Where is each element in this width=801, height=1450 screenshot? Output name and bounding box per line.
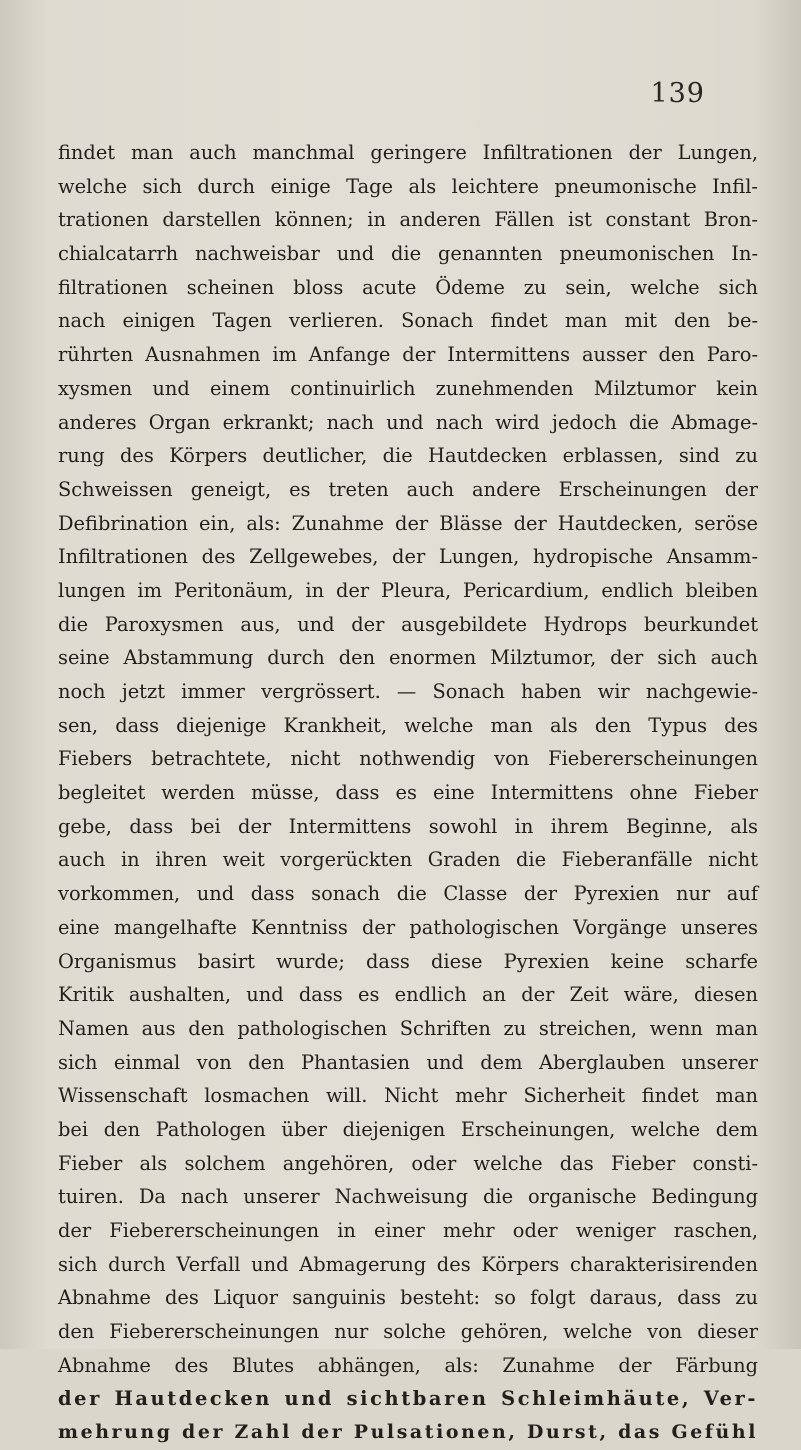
text-line: Fiebers betrachtete, nicht nothwendig von Fiebererscheinungen [58, 747, 758, 771]
text-line: tuiren. Da nach unserer Nachweisung die organische Bedingung [58, 1185, 758, 1209]
text-line: Abnahme des Blutes abhängen, als: Zunahme der Färbung [58, 1353, 758, 1377]
text-line: den Fiebererscheinungen nur solche gehören, welche von dieser [58, 1320, 758, 1344]
text-line: rührten Ausnahmen im Anfange der Intermittens ausser den Paro- [58, 343, 758, 367]
text-line: Wissenschaft losmachen will. Nicht mehr Sicherheit findet man [58, 1084, 758, 1108]
text-line: sich durch Verfall und Abmagerung des Körpers charakterisirenden [58, 1252, 758, 1276]
text-line: der Fiebererscheinungen in einer mehr oder weniger raschen, [58, 1219, 758, 1242]
text-line: Abnahme des Liquor sanguinis besteht: so folgt daraus, dass zu [58, 1286, 758, 1310]
text-line: nach einigen Tagen verlieren. Sonach findet man mit den be- [58, 309, 758, 333]
text-line: seine Abstammung durch den enormen Milztumor, der sich auch [58, 646, 758, 670]
text-line-spaced: mehrung der Zahl der Pulsationen, Durst, das Gefühl [58, 1421, 758, 1444]
text-line: die Paroxysmen aus, und der ausgebildete Hydrops beurkundet [58, 612, 758, 636]
text-line: xysmen und einem continuirlich zunehmenden Milztumor kein [58, 376, 758, 400]
text-line: begleitet werden müsse, dass es eine Intermittens ohne Fieber [58, 781, 758, 805]
text-line: sich einmal von den Phantasien und dem Aberglauben unserer [58, 1050, 758, 1074]
text-line: auch in ihren weit vorgerückten Graden die Fieberanfälle nicht [58, 848, 758, 872]
page-number: 139 [650, 78, 705, 109]
body-text [58, 136, 758, 1450]
text-line-spaced: der Hautdecken und sichtbaren Schleimhäute, Ver- [58, 1387, 758, 1411]
text-line: vorkommen, und dass sonach die Classe der Pyrexien nur auf [58, 882, 758, 906]
text-line: Fieber als solchem angehören, oder welche das Fieber consti- [58, 1151, 758, 1175]
text-line: sen, dass diejenige Krankheit, welche man als den Typus des [58, 713, 758, 737]
text-line: lungen im Peritonäum, in der Pleura, Pericardium, endlich bleiben [58, 578, 758, 602]
text-line: Infiltrationen des Zellgewebes, der Lungen, hydropische Ansamm- [58, 545, 758, 569]
text-line: Kritik aushalten, und dass es endlich an der Zeit wäre, diesen [58, 983, 758, 1007]
text-line: welche sich durch einige Tage als leichtere pneumonische Infil- [58, 174, 758, 198]
text-line: filtrationen scheinen bloss acute Ödeme zu sein, welche sich [58, 275, 758, 299]
text-line: gebe, dass bei der Intermittens sowohl in ihrem Beginne, als [58, 814, 758, 838]
text-line: Namen aus den pathologischen Schriften zu streichen, wenn man [58, 1016, 758, 1040]
text-line: anderes Organ erkrankt; nach und nach wird jedoch die Abmage- [58, 410, 758, 434]
text-line: Defibrination ein, als: Zunahme der Blässe der Hautdecken, seröse [58, 511, 758, 535]
text-line: findet man auch manchmal geringere Infiltrationen der Lungen, [58, 141, 758, 164]
text-line: trationen darstellen können; in anderen Fällen ist constant Bron- [58, 208, 758, 232]
text-line: eine mangelhafte Kenntniss der pathologischen Vorgänge unseres [58, 915, 758, 939]
text-line: bei den Pathologen über diejenigen Erscheinungen, welche dem [58, 1117, 758, 1141]
text-line: Schweissen geneigt, es treten auch andere Erscheinungen der [58, 477, 758, 501]
text-line: rung des Körpers deutlicher, die Hautdecken erblassen, sind zu [58, 444, 758, 468]
text-line: chialcatarrh nachweisbar und die genannten pneumonischen In- [58, 242, 758, 266]
text-line: Organismus basirt wurde; dass diese Pyrexien keine scharfe [58, 949, 758, 973]
text-line: noch jetzt immer vergrössert. — Sonach haben wir nachgewie- [58, 680, 758, 703]
